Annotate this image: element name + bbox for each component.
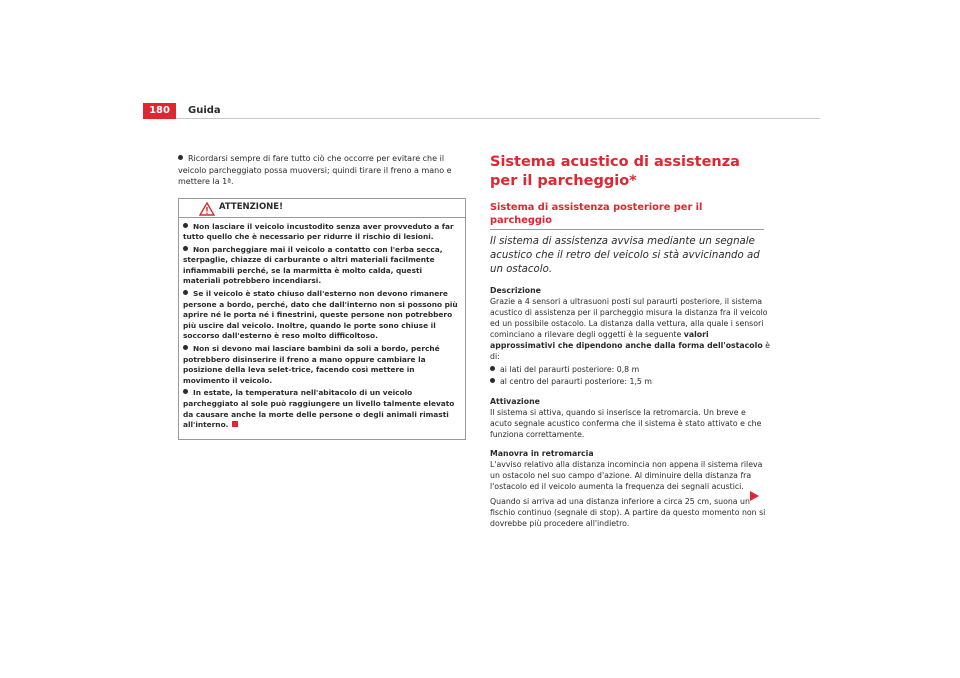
reverse-text-2: Quando si arriva ad una distanza inferiore a circa 25 cm, suona un fischio continuo (segnale di stop). A partire da questo momento non si dovrebbe più procedere all'indietro. [490, 497, 766, 528]
warning-item [183, 388, 461, 430]
bullet-icon [183, 389, 188, 394]
bullet-icon [183, 223, 188, 228]
warning-item-text: Non parcheggiare mai il veicolo a contatto con l'erba secca, sterpaglie, chiazze di carburante o altri materiali facilmente infiammabili perché, se la marmitta è molto calda, questi materiali potrebbero incendiarsi. [183, 244, 443, 286]
list-item [490, 376, 770, 388]
reverse-heading: Manovra in retromarcia [490, 449, 594, 458]
warning-item [183, 289, 461, 342]
warning-item-text: Se il veicolo è stato chiuso dall'esterno non devono rimanere persone a bordo, perché, dato che dall'interno non si possono più aprire né le porta né i finestrini, queste persone non potrebbero più uscire dal veicolo. Inoltre, quando le porte sono chiuse il soccorso dall'esterno è reso molto difficoltoso. [183, 289, 458, 341]
continue-arrow-icon [750, 491, 759, 501]
intro-bullet [178, 153, 466, 188]
subsection-title: Sistema di assistenza posteriore per il parcheggio [490, 201, 764, 230]
warning-item-text: In estate, la temperatura nell'abitacolo di un veicolo parcheggiato al sole può raggiungere un livello talmente elevato da causare anche la morte delle persone o degli animali rimasti all'interno. [183, 388, 455, 430]
warning-triangle-icon [199, 202, 215, 216]
left-column [178, 153, 466, 440]
list-item [490, 364, 770, 376]
header-rule [176, 118, 820, 119]
bullet-icon [490, 366, 495, 371]
warning-item [183, 222, 461, 243]
warning-box [178, 198, 466, 440]
activation-text: Il sistema si attiva, quando si inserisce la retromarcia. Un breve e acuto segnale acustico conferma che il sistema è stato attivato e che funziona correttamente. [490, 408, 762, 439]
section-header: Guida [188, 105, 221, 116]
list-item-text: al centro del paraurti posteriore: 1,5 m [500, 377, 652, 386]
description-text-tail: è di: [490, 341, 770, 361]
distance-list [490, 364, 770, 388]
section-end-icon [232, 421, 238, 427]
list-item-text: ai lati del paraurti posteriore: 0,8 m [500, 365, 640, 374]
description-text [490, 296, 770, 362]
warning-item [183, 245, 461, 287]
bullet-icon [183, 246, 188, 251]
reverse-text: L'avviso relativo alla distanza incomincia non appena il sistema rileva un ostacolo nel suo campo d'azione. Al diminuire della distanza fra l'ostacolo ed il veicolo aumenta la frequenza dei segnali acustici. [490, 460, 763, 491]
section-title: Sistema acustico di assistenza per il parcheggio* [490, 154, 740, 189]
warning-body [179, 218, 465, 439]
bullet-icon [183, 290, 188, 295]
description-heading: Descrizione [490, 286, 541, 295]
warning-header [179, 199, 465, 218]
page-number-badge: 180 [143, 103, 176, 119]
warning-item-text: Non si devono mai lasciare bambini da soli a bordo, perché potrebbero disinserire il freno a mano oppure cambiare la posizione della leva selet-trice, facendo così mettere in movimento il veicolo. [183, 344, 440, 385]
intro-bullet-text: Ricordarsi sempre di fare tutto ciò che occorre per evitare che il veicolo parcheggiato possa muoversi; quindi tirare il freno a mano e mettere la 1ª. [178, 154, 452, 186]
warning-item [183, 344, 461, 386]
warning-item-text: Non lasciare il veicolo incustodito senza aver provveduto a far tutto quello che è necessario per ridurre il rischio di lesioni. [183, 221, 454, 242]
intro-paragraph: Il sistema di assistenza avvisa mediante un segnale acustico che il retro del veicolo si stà avvicinando ad un ostacolo. [490, 236, 760, 275]
warning-title: ATTENZIONE! [219, 201, 283, 212]
bullet-icon [490, 378, 495, 383]
description-text-main: Grazie a 4 sensori a ultrasuoni posti sul paraurti posteriore, il sistema acustico di assistenza per il parcheggio misura la distanza fra il veicolo ed un possibile ostacolo. La distanza dalla vettura, alla quale i sensori cominciano a rilevare degli oggetti è la seguente [490, 297, 768, 339]
bullet-icon [183, 345, 188, 350]
description-text-bold: valori approssimativi che dipendono anche dalla forma dell'ostacolo [490, 330, 763, 350]
right-column [490, 153, 770, 529]
activation-heading: Attivazione [490, 397, 540, 406]
bullet-icon [178, 155, 183, 160]
